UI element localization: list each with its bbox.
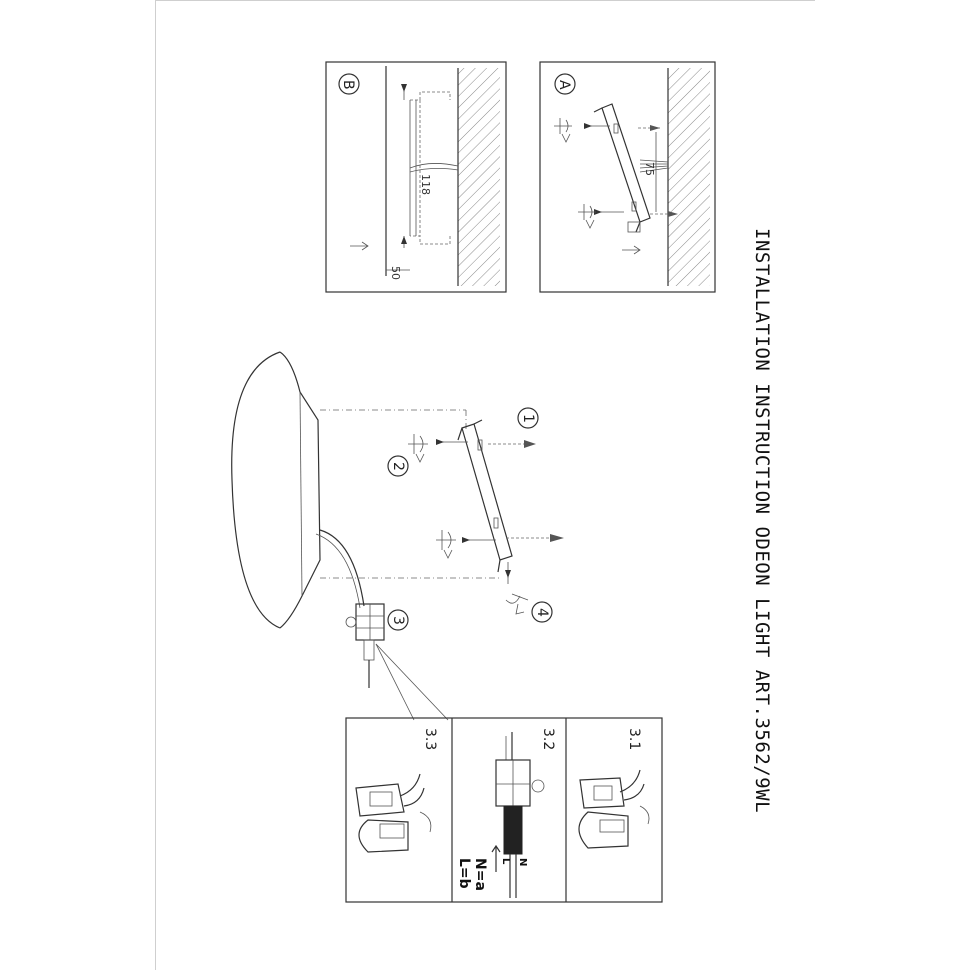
dimension-118: 118 [419, 174, 432, 195]
terminal-l-label: L [500, 858, 511, 865]
legend-l: L=b [456, 858, 472, 889]
dimension-50: 50 [389, 266, 402, 280]
panel-b [326, 62, 506, 292]
panel-b-label: B [340, 80, 356, 90]
wiring-panel-label-3-2: 3.2 [540, 728, 556, 751]
step-label-2: 2 [390, 462, 406, 471]
arrow-icon [350, 242, 368, 250]
main-assembly [232, 352, 564, 720]
panel-a [540, 62, 715, 292]
dimension-75: 75 [643, 162, 656, 176]
wiring-panel-3-2 [456, 728, 556, 898]
screwdriver-icon [408, 434, 428, 462]
screwdriver-icon [578, 204, 596, 228]
panel-a-label: A [556, 80, 572, 90]
step-label-4: 4 [534, 608, 550, 617]
legend-n: N=a [472, 858, 488, 891]
arrow-icon [622, 246, 640, 254]
page-title: INSTALLATION INSTRUCTION ODEON LIGHT ART.3562/9WL [751, 228, 773, 814]
screwdriver-icon [436, 530, 456, 558]
wiring-panel-label-3-3: 3.3 [422, 728, 438, 751]
wiring-panel-3-3 [356, 728, 438, 852]
terminal-n-label: N [517, 858, 528, 867]
step-label-3: 3 [390, 616, 406, 625]
screwdriver-icon [506, 594, 528, 614]
screwdriver-icon [554, 118, 572, 142]
wiring-panel-3-1 [579, 728, 649, 848]
wiring-panel-label-3-1: 3.1 [626, 728, 642, 751]
wiring-details [346, 718, 662, 902]
arrow-icon [492, 846, 500, 872]
step-label-1: 1 [520, 414, 536, 423]
